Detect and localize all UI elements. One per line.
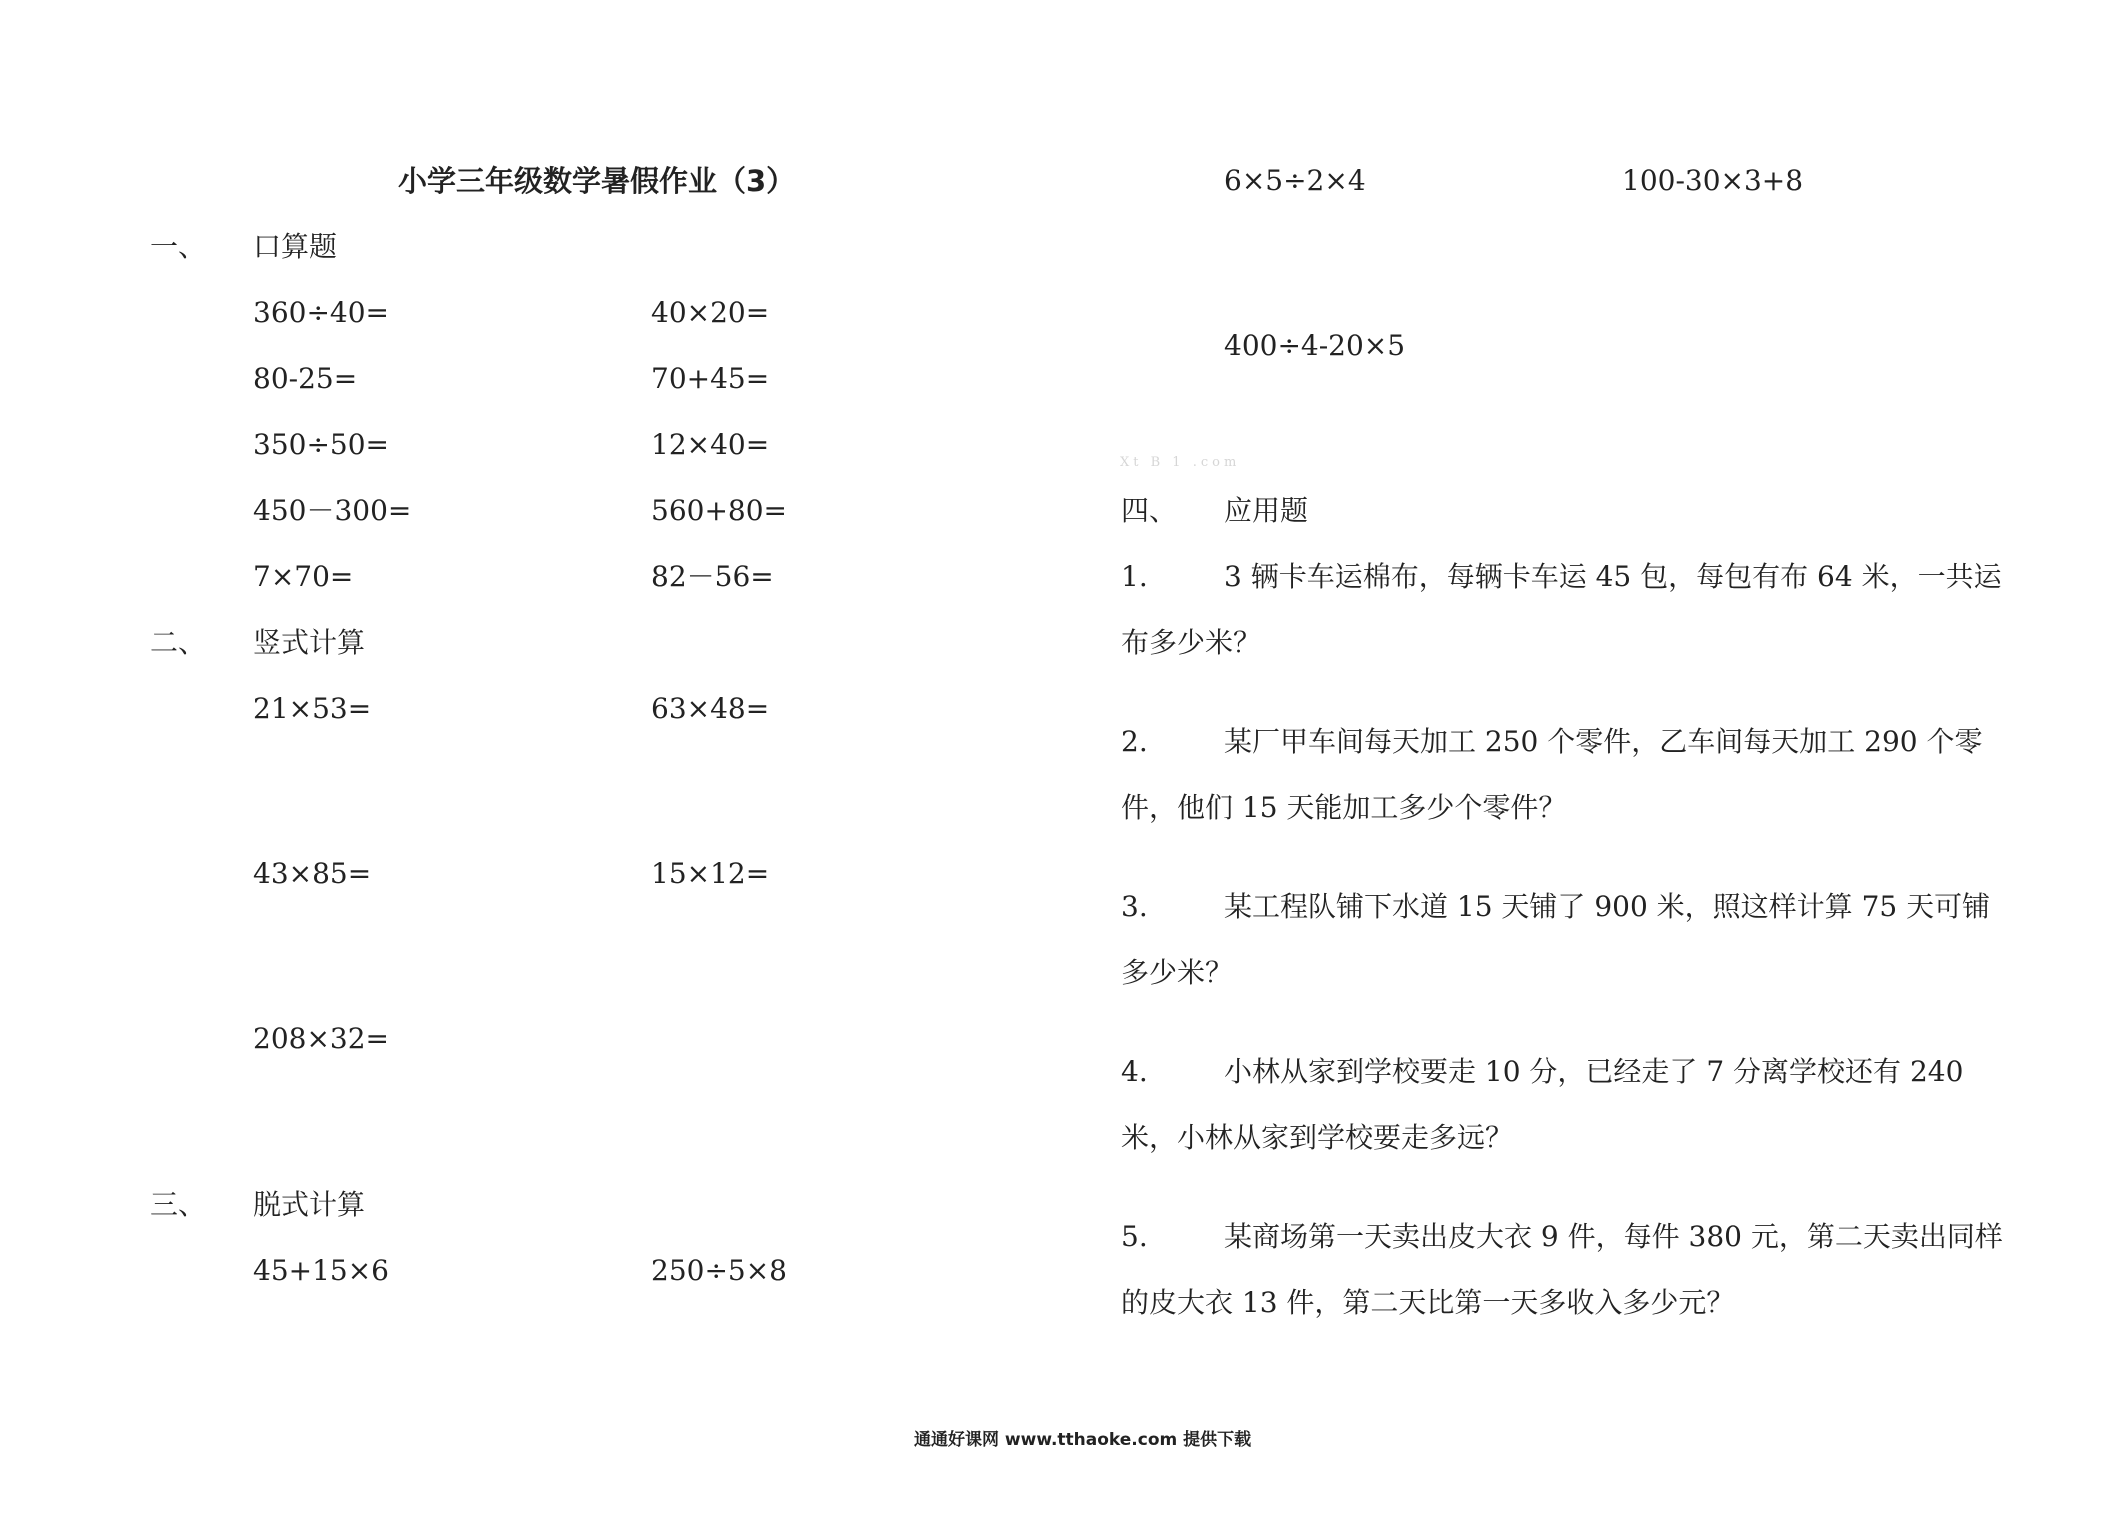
word-problem (1121, 544, 2011, 676)
section-number: 三、 (150, 1188, 207, 1221)
page-title: 小学三年级数学暑假作业（3） (398, 164, 796, 198)
vertical-problem: 43×85= (253, 857, 372, 890)
oral-problem: 450－300= (253, 494, 412, 527)
problem-number: 5. (1121, 1220, 1148, 1253)
problem-text: 某厂甲车间每天加工 250 个零件，乙车间每天加工 290 个零件，他们 15 天能加工多少个零件？ (1121, 725, 1983, 824)
section-heading: 脱式计算 (253, 1188, 366, 1221)
watermark: Xt B 1 .com (1120, 455, 1241, 470)
vertical-problem: 63×48= (651, 692, 770, 725)
stepwise-problem: 6×5÷2×4 (1224, 164, 1366, 197)
problem-number: 1. (1121, 560, 1148, 593)
section-heading: 口算题 (253, 230, 338, 263)
footer-credit: 通通好课网 www.tthaoke.com 提供下载 (914, 1430, 1252, 1450)
section-number: 一、 (150, 230, 207, 263)
problem-text: 某工程队铺下水道 15 天铺了 900 米，照这样计算 75 天可铺多少米？ (1121, 890, 1991, 989)
problem-number: 2. (1121, 725, 1148, 758)
word-problem (1121, 1204, 2011, 1336)
oral-problem: 80-25= (253, 362, 358, 395)
problem-number: 4. (1121, 1055, 1148, 1088)
oral-problem: 82－56= (651, 560, 774, 593)
word-problem (1121, 1039, 2011, 1171)
section-number: 二、 (150, 626, 207, 659)
oral-problem: 560+80= (651, 494, 787, 527)
section-heading: 竖式计算 (253, 626, 366, 659)
word-problem (1121, 709, 2011, 841)
stepwise-problem: 250÷5×8 (651, 1254, 787, 1287)
stepwise-problem: 400÷4-20×5 (1224, 329, 1406, 362)
problem-number: 3. (1121, 890, 1148, 923)
oral-problem: 350÷50= (253, 428, 389, 461)
problem-text: 小林从家到学校要走 10 分，已经走了 7 分离学校还有 240 米，小林从家到学校要走多远？ (1121, 1055, 1964, 1154)
oral-problem: 12×40= (651, 428, 770, 461)
oral-problem: 360÷40= (253, 296, 389, 329)
stepwise-problem: 45+15×6 (253, 1254, 389, 1287)
vertical-problem: 21×53= (253, 692, 372, 725)
oral-problem: 7×70= (253, 560, 354, 593)
problem-text: 3 辆卡车运棉布，每辆卡车运 45 包，每包有布 64 米，一共运布多少米？ (1121, 560, 2002, 659)
vertical-problem: 15×12= (651, 857, 770, 890)
oral-problem: 70+45= (651, 362, 770, 395)
vertical-problem: 208×32= (253, 1022, 389, 1055)
word-problem (1121, 874, 2011, 1006)
stepwise-problem: 100-30×3+8 (1622, 164, 1804, 197)
section-heading: 应用题 (1224, 494, 1309, 527)
oral-problem: 40×20= (651, 296, 770, 329)
section-number: 四、 (1121, 494, 1178, 527)
problem-text: 某商场第一天卖出皮大衣 9 件，每件 380 元，第二天卖出同样的皮大衣 13 件，第二天比第一天多收入多少元？ (1121, 1220, 2003, 1319)
